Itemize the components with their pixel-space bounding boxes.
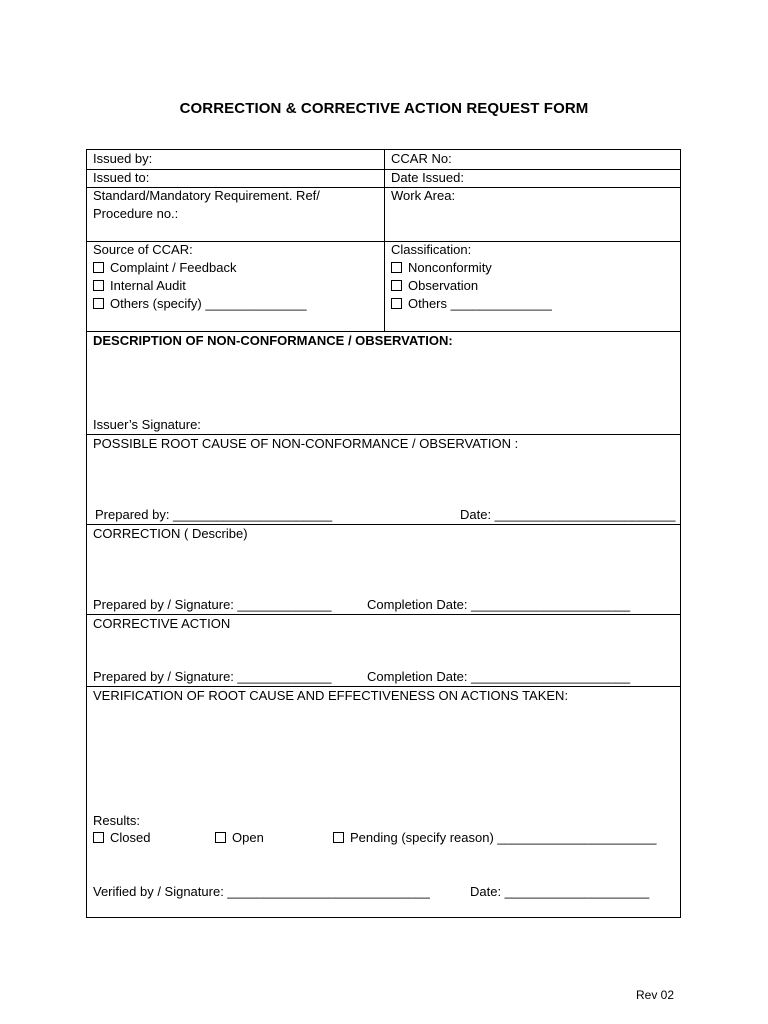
checkbox-icon[interactable]: [391, 280, 402, 291]
result-option-pending[interactable]: Pending (specify reason) ______________________: [333, 829, 656, 847]
checkbox-icon[interactable]: [93, 832, 104, 843]
root-cause-heading: POSSIBLE ROOT CAUSE OF NON-CONFORMANCE / OBSERVATION :: [93, 436, 519, 451]
result-option-closed[interactable]: Closed: [93, 829, 150, 847]
results-label: Results:: [93, 813, 140, 828]
checkbox-icon[interactable]: [93, 262, 104, 273]
root-cause-date-field[interactable]: Date: _________________________: [460, 507, 676, 522]
ccar-form: [86, 149, 681, 918]
date-issued-field[interactable]: Date Issued:: [391, 170, 464, 185]
correction-prepared-by-field[interactable]: Prepared by / Signature: _____________: [93, 597, 332, 612]
classification-option-others[interactable]: Others ______________: [391, 295, 552, 313]
revision-label: Rev 02: [636, 988, 675, 1002]
source-option-complaint[interactable]: Complaint / Feedback: [93, 259, 236, 277]
standard-ref-label[interactable]: Standard/Mandatory Requirement. Ref/: [93, 188, 320, 203]
checkbox-icon[interactable]: [333, 832, 344, 843]
issued-by-field[interactable]: Issued by:: [93, 151, 153, 166]
checkbox-icon[interactable]: [215, 832, 226, 843]
description-heading: DESCRIPTION OF NON-CONFORMANCE / OBSERVATION:: [93, 333, 453, 348]
source-label: Source of CCAR:: [93, 242, 193, 257]
column-divider: [384, 150, 385, 331]
checkbox-icon[interactable]: [93, 280, 104, 291]
issuer-signature-field[interactable]: Issuer’s Signature:: [93, 417, 201, 432]
corrective-action-prepared-by-field[interactable]: Prepared by / Signature: _____________: [93, 669, 332, 684]
correction-heading: CORRECTION ( Describe): [93, 526, 248, 541]
corrective-action-heading: CORRECTIVE ACTION: [93, 616, 231, 631]
verification-heading: VERIFICATION OF ROOT CAUSE AND EFFECTIVENESS ON ACTIONS TAKEN:: [93, 688, 569, 703]
classification-label: Classification:: [391, 242, 472, 257]
checkbox-icon[interactable]: [391, 262, 402, 273]
form-title: CORRECTION & CORRECTIVE ACTION REQUEST FORM: [179, 100, 589, 117]
correction-completion-date-field[interactable]: Completion Date: ______________________: [367, 597, 631, 612]
verification-date-field[interactable]: Date: ____________________: [470, 884, 650, 899]
checkbox-icon[interactable]: [93, 298, 104, 309]
source-option-others[interactable]: Others (specify) ______________: [93, 295, 307, 313]
result-option-open[interactable]: Open: [215, 829, 264, 847]
issued-to-field[interactable]: Issued to:: [93, 170, 150, 185]
classification-option-nonconformity[interactable]: Nonconformity: [391, 259, 492, 277]
corrective-action-completion-date-field[interactable]: Completion Date: ______________________: [367, 669, 631, 684]
root-cause-prepared-by-field[interactable]: Prepared by: ______________________: [95, 507, 333, 522]
source-option-internal-audit[interactable]: Internal Audit: [93, 277, 186, 295]
checkbox-icon[interactable]: [391, 298, 402, 309]
work-area-field[interactable]: Work Area:: [391, 188, 456, 203]
procedure-no-label[interactable]: Procedure no.:: [93, 206, 179, 221]
ccar-no-field[interactable]: CCAR No:: [391, 151, 452, 166]
verified-by-field[interactable]: Verified by / Signature: ____________________________: [93, 884, 430, 899]
classification-option-observation[interactable]: Observation: [391, 277, 478, 295]
